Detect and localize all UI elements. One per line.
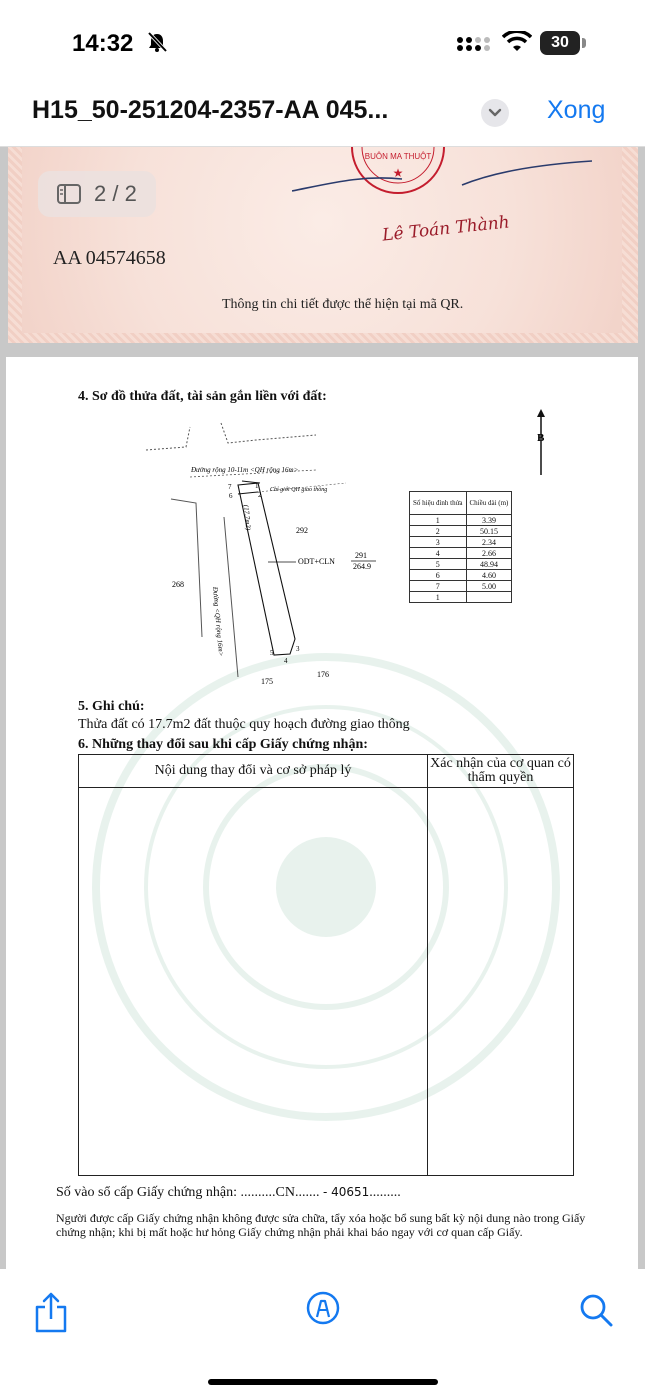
- dim-length: 4.60: [466, 570, 512, 581]
- battery-cap: [582, 38, 586, 48]
- dim-length: [466, 592, 512, 603]
- label-268: 268: [172, 580, 184, 589]
- changes-header-content: Nội dung thay đổi và cơ sở pháp lý: [154, 763, 352, 778]
- dim-length: 2.34: [466, 537, 512, 548]
- cellular-signal-icon: [456, 34, 492, 52]
- dim-header-length: Chiều dài (m): [466, 492, 512, 515]
- page-2: [6, 357, 638, 1269]
- markup-icon[interactable]: [306, 1291, 340, 1325]
- chevron-down-icon: [481, 99, 509, 127]
- home-indicator: [208, 1379, 438, 1385]
- dim-point: 7: [410, 581, 467, 592]
- vertex-7: 7: [228, 483, 232, 491]
- document-viewer[interactable]: [0, 147, 645, 1269]
- status-time: 14:32: [72, 30, 134, 57]
- done-button[interactable]: Xong: [547, 96, 606, 124]
- vertex-6: 6: [229, 492, 233, 500]
- qr-note: Thông tin chi tiết được thể hiện tại mã QR.: [222, 297, 464, 312]
- changes-header-confirmation: Xác nhận của cơ quan có thẩm quyền: [430, 756, 571, 785]
- bell-muted-icon: [146, 31, 168, 53]
- changes-column-content: [79, 755, 428, 1175]
- vertex-5: 5: [270, 649, 274, 657]
- signature-stroke: [292, 155, 592, 215]
- document-title[interactable]: H15_50-251204-2357-AA 045...: [32, 96, 389, 124]
- title-menu-button[interactable]: [481, 99, 509, 127]
- register-prefix: CN: [275, 1185, 295, 1200]
- signer-name: Lê Toán Thành: [381, 212, 511, 246]
- dim-length: 3.39: [466, 515, 512, 526]
- section-4-title: 4. Sơ đồ thửa đất, tài sản gắn liền với đất:: [78, 389, 327, 404]
- page-indicator-text: 2 / 2: [94, 181, 137, 206]
- status-bar: [0, 0, 645, 80]
- dim-length: 50.15: [466, 526, 512, 537]
- dim-header-point: Số hiệu đỉnh thửa: [410, 492, 467, 515]
- vertex-3: 3: [296, 645, 300, 653]
- road-top-label: Đường rộng 10-11m <QH rộng 16m>: [191, 466, 299, 474]
- nav-bar: [0, 80, 645, 147]
- north-label: B: [537, 432, 545, 444]
- certificate-number: AA 04574658: [53, 247, 166, 269]
- parcel-code: ODT+CLN: [298, 557, 335, 566]
- dim-point: 1: [410, 592, 467, 603]
- register-value: - 40651: [322, 1185, 370, 1199]
- dim-point: 4: [410, 548, 467, 559]
- dim-length: 5.00: [466, 581, 512, 592]
- share-icon[interactable]: [32, 1291, 70, 1335]
- dim-point: 3: [410, 537, 467, 548]
- vertex-2: 2: [258, 491, 262, 499]
- changes-header-divider: [79, 787, 573, 788]
- area-note: (17.7m2): [242, 504, 253, 531]
- label-175: 175: [261, 677, 273, 686]
- parcel-area: 264.9: [353, 562, 371, 571]
- road-left-label: Đường <QH rộng 16m>: [211, 586, 226, 657]
- vertex-4: 4: [284, 657, 288, 665]
- section-6-title: 6. Những thay đổi sau khi cấp Giấy chứng nhận:: [78, 737, 368, 752]
- seal-text: BUÔN MA THUỘT: [364, 152, 432, 161]
- sidebar-icon: [56, 183, 82, 205]
- bottom-toolbar: [0, 1269, 645, 1398]
- parcel-map: [6, 407, 638, 697]
- vertex-1: 1: [255, 482, 259, 490]
- north-arrow: [537, 409, 545, 475]
- dimension-table: [409, 491, 512, 603]
- section-5-title: 5. Ghi chú:: [78, 699, 145, 714]
- dim-point: 2: [410, 526, 467, 537]
- dim-point: 1: [410, 515, 467, 526]
- warning-text: Người được cấp Giấy chứng nhận không được sửa chữa, tẩy xóa hoặc bổ sung bất kỳ nội dung nào trong Giấy chứng nhận; khi bị mất hoặc hư hỏng Giấy chứng nhận phải khai báo ngay với cơ quan cấp Giấy.: [56, 1211, 586, 1239]
- dim-point: 6: [410, 570, 467, 581]
- search-icon[interactable]: [579, 1293, 613, 1327]
- changes-table: [78, 754, 574, 1176]
- page-1: [8, 147, 638, 343]
- dim-length: 48.94: [466, 559, 512, 570]
- svg-text:★: ★: [392, 166, 404, 180]
- register-label: Số vào sổ cấp Giấy chứng nhận:: [56, 1185, 237, 1200]
- register-line: Số vào sổ cấp Giấy chứng nhận: ..........CN....... - 40651.........: [56, 1185, 401, 1200]
- parcel-number: 291: [355, 551, 367, 560]
- battery-indicator: 30: [540, 31, 580, 55]
- boundary-label: Chỉ giới QH giao thông: [270, 487, 328, 493]
- note-text: Thửa đất có 17.7m2 đất thuộc quy hoạch đường giao thông: [78, 717, 410, 732]
- label-292: 292: [296, 526, 308, 535]
- dim-length: 2.66: [466, 548, 512, 559]
- wifi-icon: [502, 31, 532, 53]
- dim-point: 5: [410, 559, 467, 570]
- label-176: 176: [317, 670, 329, 679]
- page-indicator: [38, 171, 156, 217]
